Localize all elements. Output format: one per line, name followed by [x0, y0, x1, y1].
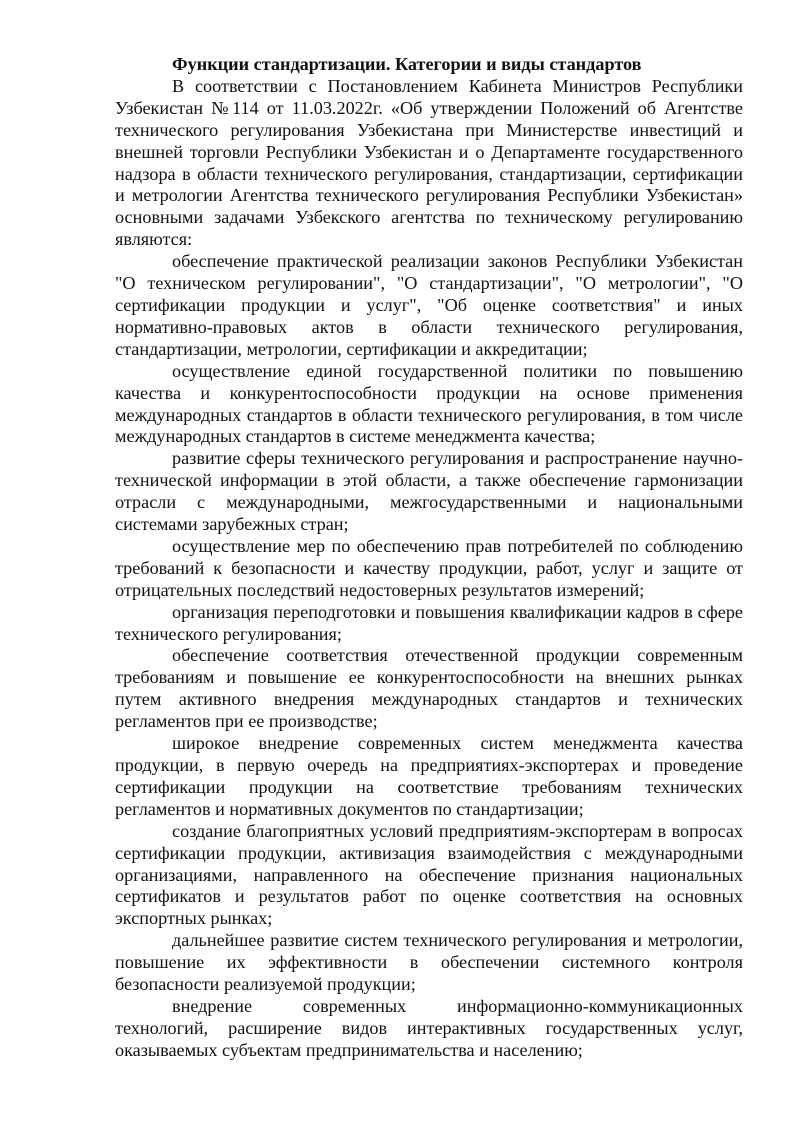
task-item: организация переподготовки и повышения квалификации кадров в сфере технического регулирования;	[115, 601, 743, 644]
document-page	[115, 54, 743, 1062]
task-item: внедрение современных информационно-коммуникационных технологий, расширение видов интерактивных государственных услуг, оказываемых субъектам предпринимательства и населению;	[115, 995, 743, 1060]
document-title: Функции стандартизации. Категории и виды стандартов	[172, 54, 642, 74]
task-item: дальнейшее развитие систем технического регулирования и метрологии, повышение их эффективности в обеспечении системного контроля безопасности реализуемой продукции;	[115, 930, 743, 995]
task-item: широкое внедрение современных систем менеджмента качества продукции, в первую очередь на предприятиях-экспортерах и проведение сертификации продукции на соответствие требованиям технических регламентов и нормативных документов по стандартизации;	[115, 733, 743, 819]
task-item: осуществление мер по обеспечению прав потребителей по соблюдению требований к безопасности и качеству продукции, работ, услуг и защите от отрицательных последствий недостоверных результатов измерений;	[115, 535, 743, 600]
task-item: развитие сферы технического регулирования и распространение научно-технической информации в этой области, а также обеспечение гармонизации отрасли с международными, межгосударственными и национальными системами зарубежных стран;	[115, 448, 743, 535]
task-item: создание благоприятных условий предприятиям-экспортерам в вопросах сертификации продукции, активизация взаимодействия с международными организациями, направленного на обеспечение признания национальных сертификатов и результатов работ по оценке соответствия на основных экспортных рынках;	[115, 820, 743, 929]
task-item: обеспечение соответствия отечественной продукции современным требованиям и повышение ее конкурентоспособности на внешних рынках путем активного внедрения международных стандартов и технических регламентов при ее производстве;	[115, 645, 743, 732]
task-item: осуществление единой государственной политики по повышению качества и конкурентоспособности продукции на основе применения международных стандартов в области технического регулирования, в том числе международных стандартов в системе менеджмента качества;	[115, 360, 743, 447]
task-item: обеспечение практической реализации законов Республики Узбекистан "О техническом регулировании", "О стандартизации", "О метрологии", "О сертификации продукции и услуг", "Об оценке соответствия" и иных нормативно-правовых актов в области технического регулирования, стандартизации, метрологии, сертификации и аккредитации;	[115, 251, 743, 359]
intro-paragraph: В соответствии с Постановлением Кабинета Министров Республики Узбекистан №114 от 11.03.2022г. «Об утверждении Положений об Агентстве технического регулирования Узбекистана при Министерстве инвестиций и внешней торговли Республики Узбекистан и о Департаменте государственного надзора в области технического регулирования, стандартизации, сертификации и метрологии Агентства технического регулирования Республики Узбекистан» основными задачами Узбекского агентства по техническому регулированию являются:	[115, 75, 743, 250]
